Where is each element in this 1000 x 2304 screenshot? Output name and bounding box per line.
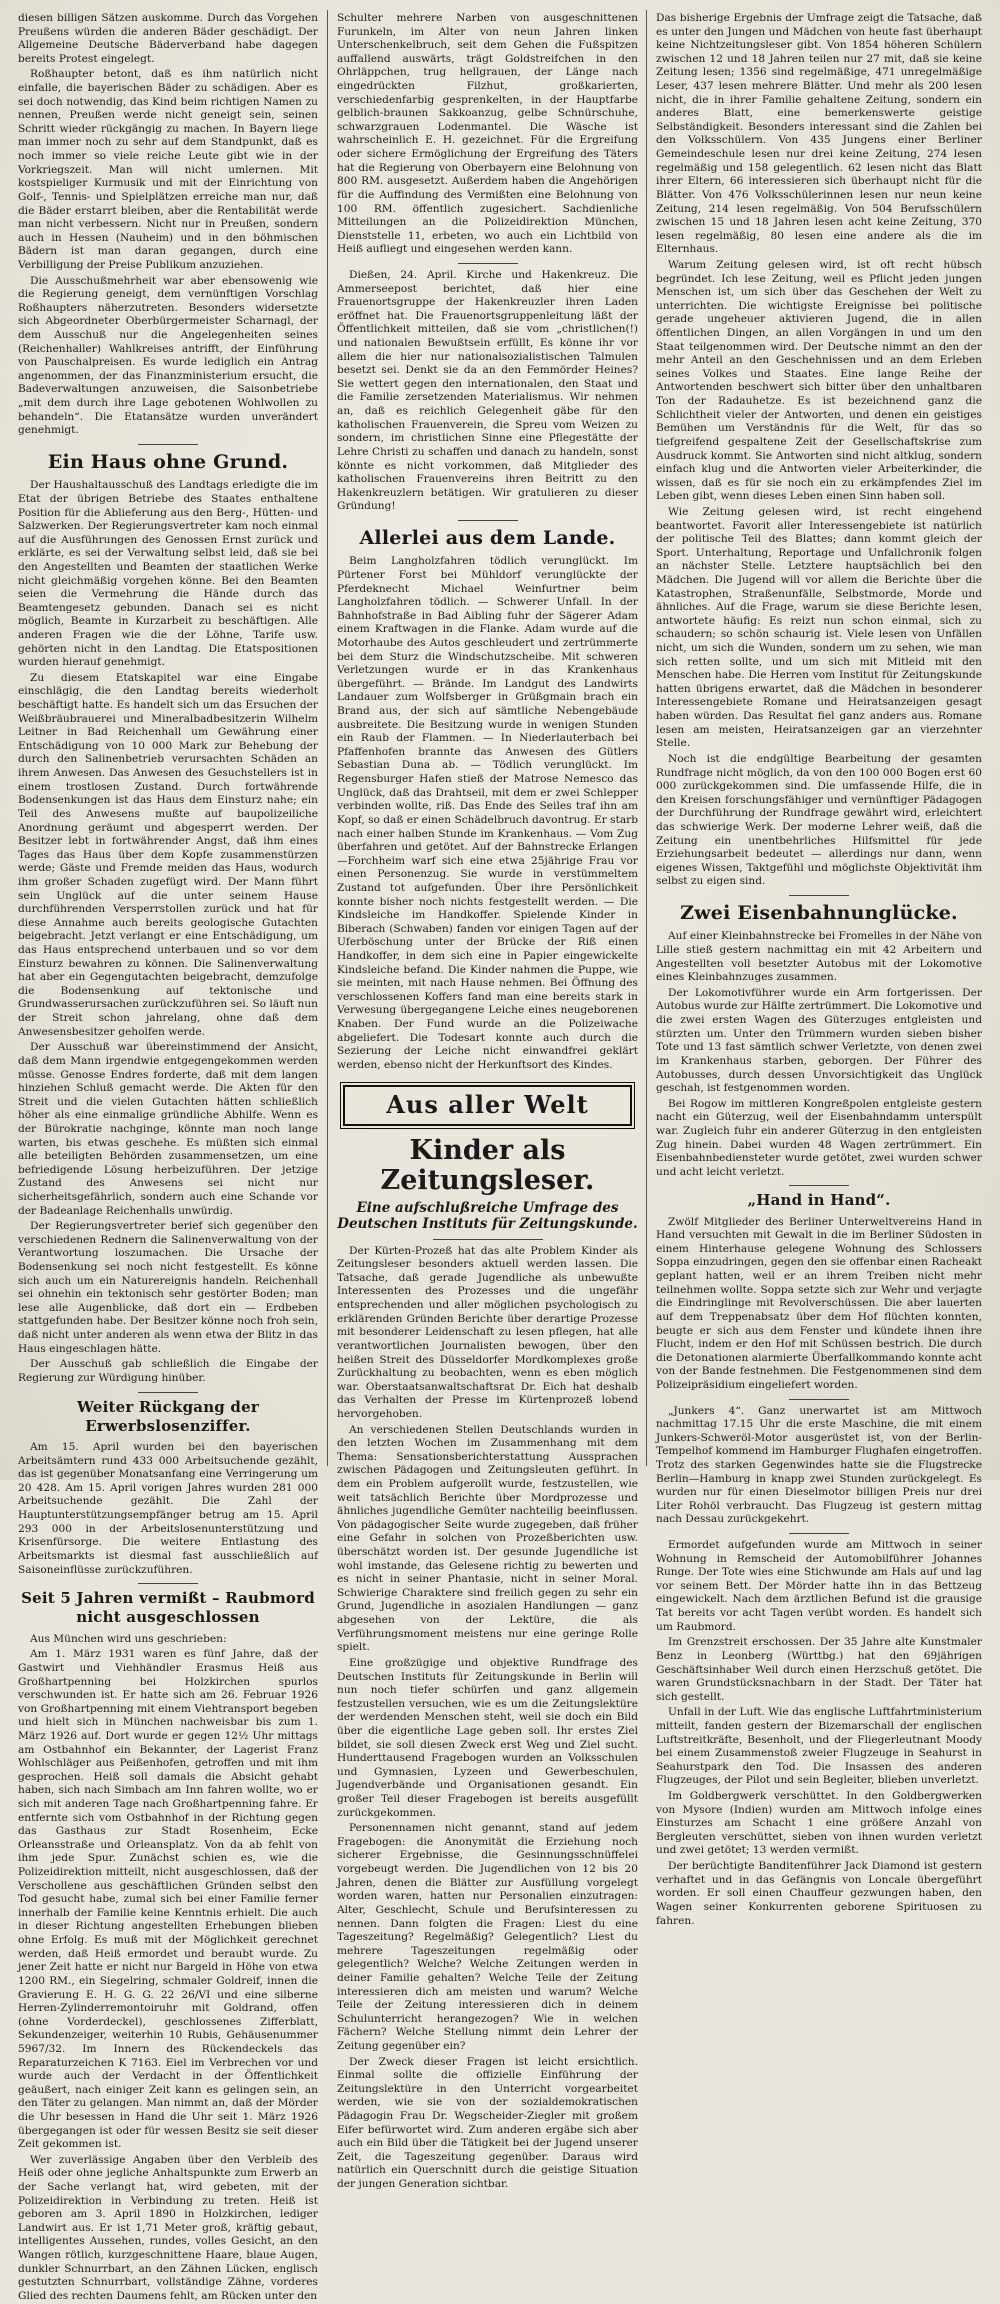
article-text: Der Kürten-Prozeß hat das alte Problem Kinder als Zeitungsleser besonders aktuell werden lassen. Die Tatsache, daß gerade Jugendliche als unbewußte Interessenten des Prozesses und die ungefähr entsprechenden und aller möglichen psychologisch zu erklärenden Gründen Berichte über derartige Prozesse mit besonderer Leidenschaft zu lesen pflegen, hat alle verantwortlichen Journalisten bewogen, über den heißen Streit des Düsseldorfer Mordkomplexes große Zurückhaltung zu beobachten, wenn es eben möglich war. Oberstaatsanwaltschaftsrat Dr. Eich hat deshalb das Verhalten der Presse im Kürtenprozeß lobend hervorgehoben. bbox=[337, 1244, 638, 1420]
article-text: Unfall in der Luft. Wie das englische Luftfahrtministerium mitteilt, fanden gestern der Bizemarschall der englischen Luftstreitkräfte, Besenholt, und der Fliegerleutnant Moody bei einem Zusammenstoß zweier Flugzeuge in Seahurst in Seahurstpark den Tod. Die Insassen des anderen Flugzeuges, der Pilot und sein Begleiter, blieben unverletzt. bbox=[656, 1706, 982, 1787]
headline-kinder-als-zeitungsleser: Kinder als Zeitungsleser. bbox=[380, 1135, 595, 1197]
separator-line bbox=[789, 1399, 849, 1400]
article-text: Dießen, 24. April. Kirche und Hakenkreuz. Die Ammerseepost berichtet, daß hier eine Frauenortsgruppe der Hakenkreuzler ihren Laden eröffnet hat. Die Frauenortsgruppenleitung läßt der Öffentlichkeit mitteilen, daß sie vom „christlichen(!) und nationalen Bewußtsein erfüllt, Es könne ihr vor allem die hier nur nationalsozialistischen Talmulen besetzt sei. Denkt sie da an den Femmörder Heines? Sie wettert gegen den internationalen, den Staat und die Familie zersetzenden Materialismus. Wir nehmen an, daß es reichlich Gelegenheit gäbe für den katholischen Frauenverein, die Spreu vom Weizen zu sondern, im christlichen Sinne eine Pflegestätte der Lehre Christi zu schaffen und danach zu handeln, sonst könnte es nicht vorkommen, daß Mitglieder des katholischen Frauenvereins ihren Beitritt zu den Hakenkreuzlern betätigen. Wir gratulieren zu dieser Gründung! bbox=[337, 268, 638, 513]
separator-line bbox=[433, 1239, 543, 1240]
article-text: Warum Zeitung gelesen wird, ist oft recht hübsch begründet. Ich lese Zeitung, weil es Pflicht jeden jungen Menschen ist, um sich über das Geschehen der Welt zu unterrichten. Die wichtigste Ereignisse bei politische gerade ungeheuer aktivieren Jugend, die in allen öffentlichen Dingen, an allen Vorgängen in und um den Staat teilgenommen wird. Der Deutsche nimmt an den der mehr Anteil an den Geschehnissen und an dem Erleben seines Volkes und Staates. Eine lange Reihe der Antwortenden beschwert sich bitter über den unhaltbaren Ton der Radauhetze. Es ist bezeichnend ganz die Schlichtheit vieler der Antworten, und denen ein geistiges Bemühen um Verständnis für die Welt, für das so tiefgreifend gespaltene Zeit der Gesellschaftskrise zum Ausdruck kommt. Sie Antworten sind nicht altklug, sondern einfach klug und die Antworten vieler Arbeiterkinder, die wissen, daß es für sie noch ein zu erkämpfendes Ziel im Leben gibt, wenn dieses Leben einen Sinn haben soll. bbox=[656, 258, 982, 503]
separator-line bbox=[138, 1392, 198, 1393]
column-rule-left bbox=[327, 10, 328, 1466]
column-right bbox=[656, 12, 982, 1927]
separator-line bbox=[138, 444, 198, 445]
article-text: Wie Zeitung gelesen wird, ist recht eingehend beantwortet. Favorit aller Interessengebiete ist natürlich der politische Teil des Blattes; dann kommt gleich der Sport. Unterhaltung, Reportage und Unfallchronik folgen an nächster Stelle. Letztere hauptsächlich bei den Mädchen. Die Jugend will vor allem die Berichte über die Katastrophen, Straßenunfälle, Selbstmorde, Morde und ähnliches. Auf die Frage, warum sie diese Berichte lesen, antwortete häufig: Es reizt nun schon einmal, sich zu schaudern; so schön schaurig ist. Viele lesen von Unfällen nicht, um sich die Wunden, sondern um zu sehen, wie man sich retten sollte, und um sich mit Mitleid mit den Menschen habe. Die Herren vom Institut für Zeitungskunde hatten übrigens erwartet, daß die Mädchen in besonderer Interessengebiete Romane und Heiratsanzeigen gesagt haben würden. Das Resultat fiel ganz anders aus. Romane lesen am meisten, Heiratsanzeigen gar an vierzehnter Stelle. bbox=[656, 505, 982, 750]
article-text: Zu diesem Etatskapitel war eine Eingabe einschlägig, die den Landtag bereits wiederholt beschäftigt hatte. Es handelt sich um das Ersuchen der Weißbräubrauerei und Mineralbadbesitzerin Wilhelm Leitner in Bad Reichenhall um Gewährung einer Entschädigung von 10 000 Mark zur Behebung der durch den Salinenbetrieb verursachten Schäden an ihrem Anwesen. Das Anwesen des Gesuchstellers ist in einem trostlosen Zustand. Durch fortwährende Bodensenkungen ist das Haus dem Einsturz nahe; ein Teil des Anwesens mußte auf baupolizeiliche Anordnung geräumt und abgesperrt werden. Der Besitzer lebt in fortwährender Angst, daß ihm eines Tages das Haus über dem Kopfe zusammenstürzen werde; Gäste und Fremde meiden das Haus, wodurch ihm großer Schaden zugefügt wird. Der Mann führt sein Unglück auf die unter seinem Hause durchführenden Versperrstollen zurück und hat für diese Annahme auch bereits geologische Gutachten beigebracht. Jetzt verlangt er eine Entschädigung, um das Haus entsprechend unterbauen und so vor dem Einsturz bewahren zu können. Die Salinenverwaltung hat aber ein Gegengutachten beigebracht, demzufolge die Bodensenkung auf tektonische und Grundwasserursachen zurückzuführen sei. So läuft nun der Streit schon jahrelang, ohne daß dem Anwesensbesitzer geholfen werde. bbox=[18, 671, 318, 1038]
article-text: Der Lokomotivführer wurde ein Arm fortgerissen. Der Autobus wurde zur Hälfte zertrümmert. Die Lokomotive und die zwei ersten Wagen des Güterzuges entgleisten und stürzten um. Unter den Trümmern wurden sieben bisher Tote und 13 fast sämtlich schwer Verletzte, von denen zwei im Krankenhaus starben, geborgen. Der Führer des Autobusses, durch dessen Unvorsichtigkeit das Unglück geschah, ist festgenommen worden. bbox=[656, 986, 982, 1095]
separator-line bbox=[789, 1185, 849, 1186]
article-text: Der Ausschuß war übereinstimmend der Ansicht, daß dem Mann irgendwie entgegengekommen werden müsse. Genosse Endres forderte, daß mit dem langen hinziehen Schluß gemacht werde. Die Akten für den Streit und die vielen Gutachten hätten schließlich höher als eine einmalige gründliche Abhilfe. Wenn es der Bürokratie nachginge, könnte man noch lange warten, bis etwas geschehe. Es müßten sich einmal alle beteiligten Behörden zusammensetzen, um eine befriedigende Lösung herbeizuführen. Der jetzige Zustand des Anwesens sei nicht nur sicherheitsgefährlich, sondern auch eine Schande vor der Badeanlage Reichenhalls unwürdig. bbox=[18, 1041, 318, 1217]
article-text: Bei Rogow im mittleren Kongreßpolen entgleiste gestern nacht ein Güterzug, weil der Eisenbahndamm unterspült war. Zugleich fuhr ein anderer Güterzug in den entgleisten Zug hinein. Dabei wurden 48 Wagen zertrümmert. Ein Eisenbahnbediensteter wurde getötet, zwei wurden schwer und acht leicht verletzt. bbox=[656, 1097, 982, 1178]
article-text: Eine großzügige und objektive Rundfrage des Deutschen Instituts für Zeitungskunde in Berlin will nun noch tiefer schürfen und ganz allgemein festzustellen versuchen, wie es um die Zeitungslektüre der werdenden Menschen steht, weil sie doch ein Bild über die eigentliche Lage geben soll. Ihr erstes Ziel bildet, sie soll diesen Zweck erst Weg und Ziel sucht. Hunderttausend Fragebogen wurden an Volksschulen und Gymnasien, Lyzeen und Gewerbeschulen, Jugendverbände und Organisationen gesandt. Ein großer Teil dieser Fragebogen ist bereits ausgefüllt zurückgekommen. bbox=[337, 1656, 638, 1819]
column-rule-right bbox=[646, 10, 647, 1466]
headline-raubmord: Seit 5 Jahren vermißt – Raubmord nicht ausgeschlossen bbox=[21, 1589, 315, 1627]
article-text: Personennamen nicht genannt, stand auf jedem Fragebogen: die Anonymität die Erziehung noch sicherer Ergebnisse, die Gesinnungsschnüffelei vorgebeugt werden. Die Jugendlichen von 12 bis 20 Jahren, denen die Blätter zur Ausfüllung vorgelegt worden waren, hatten nur Personalien einzutragen: Alter, Geschlecht, Schule und Berufsinteressen zu nennen. Dann folgten die Fragen: Liest du eine Tageszeitung? Regelmäßig? Gelegentlich? Liest du mehrere Tageszeitungen regelmäßig oder gelegentlich? Welche? Welche Zeitungen werden in deiner Familie gehalten? Welche Teile der Zeitung interessieren dich am meisten und warum? Welche Teile der Zeitung interessieren dich in deinem Schulunterricht herangezogen? Wie in welchen Fächern? Welche Stellung nimmt dein Lehrer der Zeitung gegenüber ein? bbox=[337, 1822, 638, 2052]
article-text: Am 15. April wurden bei den bayerischen Arbeitsämtern rund 433 000 Arbeitsuchende gezählt, das ist gegenüber Monatsanfang eine Verringerung um 20 428. Am 15. April vorigen Jahres wurden 281 000 Arbeitsuchende gezählt. Die Zahl der Hauptunterstützungsempfänger betrug am 15. April 293 000 in der Arbeitslosenunterstützung und Krisenfürsorge. Die weitere Entlastung des Arbeitsmarkts ist diesmal fast ausschließlich auf Saisoneinflüsse zurückzuführen. bbox=[18, 1441, 318, 1576]
headline-hand-in-hand: „Hand in Hand“. bbox=[747, 1191, 891, 1210]
article-text: „Junkers 4“. Ganz unerwartet ist am Mittwoch nachmittag 17.15 Uhr die erste Maschine, die mit einem Junkers-Schweröl-Motor ausgerüstet ist, von der Berlin-Tempelhof kommend im Hamburger Flughafen eingetroffen. Trotz des starken Gegenwindes hatte sie die Flugstrecke Berlin—Hamburg in knapp zwei Stunden zurückgelegt. Es wurden nur für einen Dieselmotor billigen Preis nur drei Liter Rohöl verbraucht. Das Flugzeug ist gestern mittag nach Dessau zurückgekehrt. bbox=[656, 1404, 982, 1526]
article-text: Roßhaupter betont, daß es ihm natürlich nicht einfalle, die bayerischen Bäder zu schädigen. Aber es sei doch notwendig, das Kind beim richtigen Namen zu nennen, Preußen werde nicht geneigt sein, seinen Schritt wieder rückgängig zu machen. In Bayern liege man immer noch zu sehr auf dem Standpunkt, daß es noch immer so viele reiche Leute gibt wie in der Vorkriegszeit. Man will nicht umlernen. Mit kostspieliger Kurmusik und mit der Einrichtung von Golf-, Tennis- und Spielplätzen erreiche man nur, daß die Bäder erstarrt bleiben, aber die Rentabilität werde man nicht verbessern. Nicht nur in Preußen, sondern auch in Hessen (Nauheim) und in den böhmischen Bädern ist man daran gegangen, durch eine Verbilligung der Preise Publikum anzuziehen. bbox=[18, 68, 318, 271]
article-text: Schulter mehrere Narben von ausgeschnittenen Furunkeln, im Alter von neun Jahren linken Unterschenkelbruch, seit dem Gehen die Fußspitzen auffallend auswärts, trägt Goldstreifchen in den Ohrläppchen, trug hellgrauen, der Länge nach eingedrückten Filzhut, großkarierten, verschiedenfarbig gesprenkelten, in der Hauptfarbe gelblich-braunen Sakkoanzug, gelbe Schnürschuhe, schwarzgrauen Lodenmantel. Die Wäsche ist wahrscheinlich E. H. gezeichnet. Für die Ergreifung oder sichere Ermöglichung der Ergreifung des Täters hat die Regierung von Oberbayern eine Belohnung von 800 RM. ausgesetzt. Außerdem haben die Angehörigen für die Auffindung des Vermißten eine Belohnung von 100 RM. öffentlich zugesichert. Sachdienliche Mitteilungen an die Polizeidirektion München, Dienststelle 11, erbeten, wo auch ein Lichtbild von Heiß aufliegt und eingesehen werden kann. bbox=[337, 12, 638, 256]
headline-erwerbslosenziffer: Weiter Rückgang der Erwerbslosenziffer. bbox=[77, 1397, 259, 1435]
article-text: An verschiedenen Stellen Deutschlands wurden in den letzten Wochen im Zusammenhang mit dem Thema: Sensationsberichterstattung Aussprachen zwischen Pädagogen und Zeitungsleuten geführt. In dem ein Problem aufgerollt wurde, festzustellen, wie weit tatsächlich Berichte über Mordprozesse und ähnliches jugendliche Gemüter nachteilig beeinflussen. Von pädagogischer Seite wurde zugegeben, daß früher eine Gefahr in solchen von Prozeßberichten usw. überschätzt worden ist. Der gesunde Jugendliche ist wohl imstande, das Gelesene richtig zu bewerten und es nicht in seiner Phantasie, nicht in seiner Moral. Schwierige Charaktere sind freilich gegen zu sehr ein Grund, Jugendliche in asozialen Handlungen — ganz abgesehen von der Lektüre, die als Verführungsmoment meistens nur eine geringe Rolle spielt. bbox=[337, 1423, 638, 1654]
article-text: Im Grenzstreit erschossen. Der 35 Jahre alte Kunstmaler Benz in Leonberg (Württbg.) hat den 69jährigen Geschäftsinhaber Weil durch einen Herzschuß getötet. Die waren Grundstücksnachbarn in der Stadt. Der Täter hat sich gestellt. bbox=[656, 1636, 982, 1703]
headline-allerlei: Allerlei aus dem Lande. bbox=[359, 526, 616, 549]
article-text: Im Goldbergwerk verschüttet. In den Goldbergwerken von Mysore (Indien) wurden am Mittwoch infolge eines Einsturzes am Schacht 1 eine größere Anzahl von Bergleuten verschüttet, sieben von ihnen wurden verletzt und zwei getötet; 13 werden vermißt. bbox=[656, 1790, 982, 1857]
article-text: Der Regierungsvertreter berief sich gegenüber den verschiedenen Rednern die Salinenverwaltung von der Verantwortung loszumachen. Die Ursache der Bodensenkung sei noch nicht festgestellt. Es könne sich auch um ein Naturereignis handeln. Reichenhall sei ohnehin ein tektonisch sehr gestörter Boden; man lese alle Augenblicke, daß dort ein — Erdbeben stattgefunden habe. Der Besitzer könne noch froh sein, daß nicht unter anderen als wenn etwa der Blitz in das Haus eingeschlagen hätte. bbox=[18, 1220, 318, 1355]
article-text: Der Ausschuß gab schließlich die Eingabe der Regierung zur Würdigung hinüber. bbox=[18, 1358, 318, 1384]
article-text: diesen billigen Sätzen auskomme. Durch das Vorgehen Preußens würden die anderen Bäder geschädigt. Der Allgemeine Deutsche Bäderverband habe dagegen bereits Protest eingelegt. bbox=[18, 12, 318, 65]
separator-line bbox=[458, 520, 518, 521]
separator-line bbox=[138, 1583, 198, 1584]
article-text: Das bisherige Ergebnis der Umfrage zeigt die Tatsache, daß es unter den Jungen und Mädchen von heute fast überhaupt keine Nichtzeitungsleser gibt. Von 1854 höheren Schülern zwischen 12 und 18 Jahren teilen nur 27 mit, daß sie keine Zeitung lesen; 1356 sind regelmäßige, 471 unregelmäßige Leser, 437 lesen mehrere Blätter. Und mehr als 200 lesen nicht, die in ihrer Familie gehaltene Zeitung, sondern ein anderes Blatt, eine bemerkenswerte geistige Selbständigkeit. Besonders interessant sind die Zahlen bei den Volksschülern. Von 435 Jungens einer Berliner Gemeindeschule lesen nur drei keine Zeitung, 274 lesen regelmäßig und 158 gelegentlich. 62 lesen nicht das Blatt ihrer Eltern, 66 interessieren sich überhaupt nicht für die Blätter. Von 476 Volksschülerinnen lesen nur neun keine Zeitung, 214 lesen regelmäßig. Von 504 Berufsschülern zwischen 15 und 18 Jahren lesen acht keine Zeitung, 370 lesen regelmäßig, 80 lesen eine andere als die im Elternhaus. bbox=[656, 12, 982, 256]
article-text: Beim Langholzfahren tödlich verunglückt. Im Pürtener Forst bei Mühldorf verunglückte der Pferdeknecht Michael Weinfurtner beim Langholzfahren tödlich. — Schwerer Unfall. In der Bahnhofstraße in Bad Aibling fuhr der Sägerer Adam einem Kraftwagen in die Flanke. Adam wurde auf die Motorhaube des Autos geschleudert und zertrümmerte bei dem Sturz die Windschutzscheibe. Mit schweren Verletzungen wurde er in das Krankenhaus übergeführt. — Brände. Im Landgut des Landwirts Landauer zum Wolfsberger in Grüßgmain brach ein Brand aus, der sich auf sämtliche Nebengebäude ausbreitete. Die Besitzung wurde in wenigen Stunden ein Raub der Flammen. — In Niederlauterbach bei Pfaffenhofen brannte das Anwesen des Gütlers Sebastian Duna ab. — Tödlich verunglückt. Im Regensburger Hafen stieß der Matrose Nemesco das Unglück, daß das Drahtseil, mit dem er zwei Schlepper verbinden wollte, riß. Das Ende des Seiles traf ihn am Kopf, so daß er einen Schädelbruch davontrug. Er starb nach einer halben Stunde im Krankenhaus. — Vom Zug überfahren und getötet. Auf der Bahnstrecke Erlangen—Forchheim warf sich eine etwa 25jährige Frau vor einen Personenzug. Sie wurde in verstümmeltem Zustand tot aufgefunden. Über ihre Persönlichkeit konnte bisher noch nichts festgestellt werden. — Die Kindsleiche im Handkoffer. Spielende Kinder in Biberach (Schwaben) fanden vor einigen Tagen auf der Uferböschung unter der Brücke der Riß einen Handkoffer, in dem sich eine in Papier eingewickelte Kindsleiche befand. Die Kinder nahmen die Puppe, wie sie meinten, mit nach Hause nehmen. Bei Öffnung des verschlossenen Koffers fand man eine bereits stark in Verwesung übergegangene Leiche eines neugeborenen Knaben. Der Fund wurde an die Polizeiwache abgeliefert. Die Todesart konnte auch durch die Sezierung der Leiche nicht einwandfrei geklärt werden, ebenso nicht der Herkunftsort des Kindes. bbox=[337, 555, 638, 1071]
separator-line bbox=[458, 263, 518, 264]
headline-haus-ohne-grund: Ein Haus ohne Grund. bbox=[47, 450, 289, 473]
headline-eisenbahnunglueck: Zwei Eisenbahnunglücke. bbox=[680, 902, 958, 924]
separator-line bbox=[789, 1533, 849, 1534]
column-left bbox=[18, 12, 318, 2302]
section-banner-aus-aller-welt: Aus aller Welt bbox=[343, 1085, 632, 1127]
article-text: Aus München wird uns geschrieben: bbox=[30, 1632, 227, 1645]
article-text: Die Ausschußmehrheit war aber ebensowenig wie die Regierung geneigt, dem vernünftigen Vorschlag Roßhaupters näherzutreten. Besonders widersetzte sich Abgeordneter Oberbürgermeister Scharnagl, der dem Ausschuß nur die Angelegenheiten seines (Reichenhaller) Wahlkreises antrifft, der Einführung von Pauschalpreisen. Es wurde lediglich ein Antrag angenommen, der das Finanzministerium ersucht, die Badeverwaltungen anzuweisen, die Saisonbetriebe „mit dem durch ihre Lage gebotenen Wohlwollen zu behandeln“. Die Etatansätze wurden unverändert genehmigt. bbox=[18, 274, 318, 437]
article-text: Der Zweck dieser Fragen ist leicht ersichtlich. Einmal sollte die offizielle Einführung der Zeitungslektüre in den Unterricht vorgearbeitet werden, wie sie von der sozialdemokratischen Pädagogin Frau Dr. Wegscheider-Ziegler mit großem Eifer befürwortet wird. Zum anderen ergäbe sich aber auch ein Bild über die Tätigkeit bei der Jugend unserer Zeit, die Tageszeitung gegenüber. Daraus wird natürlich ein Querschnitt durch die geistige Situation der jungen Generation sichtbar. bbox=[337, 2055, 638, 2191]
article-text: Auf einer Kleinbahnstrecke bei Fromelles in der Nähe von Lille stieß gestern nachmittag ein mit 42 Arbeitern und Angestellten voll besetzter Autobus mit der Lokomotive eines Kleinbahnzuges zusammen. bbox=[656, 930, 982, 984]
article-text: Ermordet aufgefunden wurde am Mittwoch in seiner Wohnung in Remscheid der Automobilführer Johannes Runge. Der Tote wies eine Stichwunde am Hals auf und lag vor seinem Bett. Der Mörder hatte ihn in das Bettzeug eingewickelt. Nach dem ärztlichen Befund ist die grausige Tat bereits vor acht Tagen verübt worden. Es handelt sich um Raubmord. bbox=[656, 1539, 982, 1633]
article-text: Zwölf Mitglieder des Berliner Unterweltvereins Hand in Hand versuchten mit Gewalt in die im Berliner Südosten in einem Hinterhause gelegene Wohnung des Schlossers Soppa einzudringen, gegen den sie offenbar einen Racheakt geplant hatten, weil er an ihrem Treiben nicht mehr teilnehmen wollte. Soppa setzte sich zur Wehr und verjagte die Eindringlinge mit Revolverschüssen. Die aber lauerten auf dem Treppenabsatz über dem Hof flüchten konnten, beugte er sich aus dem Fenster und kündete ihnen ihre Flucht, indem er den Hof mit Schüssen bestrich. Die durch die Detonationen alarmierte Überfallkommando konnte acht von der Bande festnehmen. Die Festgenommenen sind dem Polizeipräsidium eingeliefert worden. bbox=[656, 1215, 982, 1391]
article-text: Wer zuverlässige Angaben über den Verbleib des Heiß oder ohne jegliche Anhaltspunkte zum Erwerb an der Sache verlangt hat, wird gebeten, mit der Polizeidirektion in Verbindung zu treten. Heiß ist geboren am 3. April 1890 in Holzkirchen, lediger Landwirt aus. Er ist 1,71 Meter groß, kräftig gebaut, intelligentes Aussehen, rundes, volles Gesicht, an den Wangen rötlich, kurzgeschnittene Haare, blaue Augen, dunkler Schnurrbart, an den Zähnen Lücken, englisch gestutzten Schnurrbart, vollständige Zähne, vorderes Glied des rechten Daumens fehlt, am Rücken unter den bbox=[18, 2153, 318, 2302]
article-text: Der Haushaltausschuß des Landtags erledigte die im Etat der übrigen Betriebe des Staates enthaltene Position für die Ablieferung aus den Berg-, Hütten- und Salzwerken. Der Regierungsvertreter kam noch einmal auf die Ausführungen des Genossen Ernst zurück und erklärte, es sei der Verwaltung selbst leid, daß sie bei den Angestellten und Beamten der staatlichen Werke nicht gleichmäßig vorgehen könne. Bei den Beamten seien die Vermehrung die Hände durch das Beamtengesetz gebunden. Danach sei es nicht möglich, Beamte in Kurzarbeit zu beschäftigen. Alle anderen Fragen wie die der Löhne, Tarife usw. gehörten nicht in den Landtag. Die Etatspositionen wurden hierauf genehmigt. bbox=[18, 479, 318, 669]
article-text: Der berüchtigte Banditenführer Jack Diamond ist gestern verhaftet und in das Gefängnis von Loncale übergeführt worden. Er soll einen Chauffeur gezwungen haben, den Wagen seiner Konkurrenten geborene Spirituosen zu fahren. bbox=[656, 1860, 982, 1927]
article-text: Am 1. März 1931 waren es fünf Jahre, daß der Gastwirt und Viehhändler Erasmus Heiß aus Großhartpenning bei Holzkirchen spurlos verschwunden ist. Er hatte sich am 26. Februar 1926 von Großhartpenning mit einem Viehtransport begeben und hielt sich in München nachweisbar bis zum 1. März 1926 auf. Dort wurde er gegen 12½ Uhr mittags am Ostbahnhof ein Bekannter, der Lagerist Franz Wohlschläger aus Peißenhofen, getroffen und mit ihm gesprochen. Heiß soll damals die Absicht gehabt haben, sich nach Simbach am Inn fahren wollte, wo er sich mit anderen Tage nach Großhartpenning fahre. Er entfernte sich vom Ostbahnhof in der Richtung gegen das Gasthaus zur Stadt Rosenheim, Ecke Orleansstraße und Orleansplatz. Von da ab fehlt von ihm jede Spur. Zunächst schien es, wie die Polizeidirektion mitteilt, nicht ausgeschlossen, daß der Verschollene aus geschäftlichen Gründen selbst den Tod gesucht habe, zumal sich bei einer Familie ferner innerhalb der Familie keine Kenntnis erhielt. Die auch in dieser Richtung angestellten Erhebungen blieben ohne Erfolg. Es muß mit der Möglichkeit gerechnet werden, daß Heiß ermordet und beraubt wurde. Zu jener Zeit hatte er nicht nur Bargeld in Höhe von etwa 1200 RM., ein Siegelring, schmaler Goldreif, innen die Gravierung E. H. G. G. 22 26/VI und eine silberne Herren-Zylinderremontoiruhr mit Goldrand, offen (ohne Vorderdeckel), geschlossenes Zifferblatt, Sekundenzeiger, weiterhin 10 Rubis, Gehäusenummer 5967/32. Im Innern des Rückendeckels das Reparaturzeichen K 7163. Eiel im Verbrechen vor und wurde auch der Verdacht in der Öffentlichkeit geäußert, nach einiger Zeit kann es gelingen sein, an den Täter zu gelangen. Man nimmt an, daß der Mörder die Uhr besessen in Hand die Uhr seit 1. März 1926 übergegangen ist oder für wessen Besitz sie seit dieser Zeit gekommen ist. bbox=[18, 1648, 318, 2151]
separator-line bbox=[789, 895, 849, 896]
column-middle bbox=[337, 12, 638, 2191]
subheadline-umfrage: Eine aufschlußreiche Umfrage des Deutschen Instituts für Zeitungskunde. bbox=[337, 1199, 638, 1233]
article-text: Noch ist die endgültige Bearbeitung der gesamten Rundfrage nicht möglich, da von den 100 000 Bogen erst 60 000 zurückgekommen sind. Die umfassende Hilfe, die in den Kreisen forschungsfähiger und vernünftiger Pädagogen der Durchführung der Rundfrage gewährt wird, erleichtert das schwierige Werk. Der moderne Lehrer weiß, daß die Zeitung ein unentbehrliches Hilfsmittel für jede Erziehungsarbeit bedeutet — allerdings nur dann, wenn eigenes Wissen, Taktgefühl und möglichste Objektivität ihm selbst zu eigen sind. bbox=[656, 752, 982, 888]
